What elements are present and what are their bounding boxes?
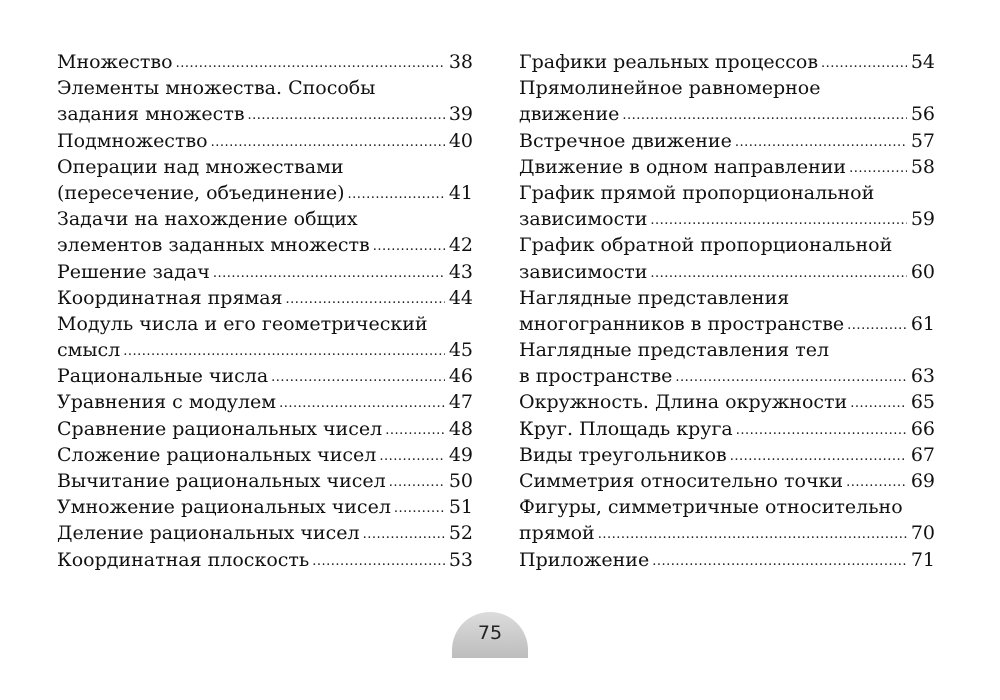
dot-leader: [846, 467, 907, 496]
toc-entry-page: 39: [448, 103, 473, 126]
toc-entry: [519, 285, 935, 337]
toc-entry: [519, 128, 935, 154]
toc-entry-page: 71: [910, 548, 935, 571]
toc-entry-line: [57, 337, 473, 363]
toc-entry-page: 54: [910, 51, 935, 73]
toc-entry-line: [57, 494, 473, 520]
dot-leader: [379, 441, 444, 470]
toc-entry-page: 61: [910, 312, 935, 335]
dot-leader: [675, 362, 906, 391]
dot-leader: [736, 415, 907, 444]
toc-entry-title: Виды треугольников: [519, 443, 727, 466]
toc-entry-line: [57, 180, 473, 206]
toc-entry-page: 67: [910, 443, 935, 466]
toc-entry: [519, 442, 935, 468]
dot-leader: [123, 336, 445, 365]
dot-leader: [211, 127, 445, 156]
dot-leader: [847, 310, 907, 339]
toc-entry-page: 63: [910, 365, 935, 388]
toc-entry-page: 43: [448, 260, 473, 283]
toc-entry-line: [519, 363, 935, 389]
toc-entry: [57, 363, 473, 389]
toc-entry-title: Круг. Площадь круга: [519, 417, 733, 440]
page-footer: [0, 612, 1000, 672]
toc-entry: [57, 154, 473, 206]
toc-entry-title: Деление рациональных чисел: [57, 522, 360, 545]
toc-entry-title: (пересечение, объединение): [57, 181, 345, 204]
toc-entry-page: 46: [448, 365, 473, 388]
toc-entry-line: [57, 520, 473, 546]
toc-entry: [519, 154, 935, 180]
dot-leader: [850, 388, 907, 417]
toc-entry-page: 58: [910, 155, 935, 178]
toc-entry: [519, 389, 935, 415]
toc-entry-page: 65: [910, 391, 935, 414]
toc-entry-line: [519, 259, 935, 285]
toc-entry-title: Элементы множества. Способы: [57, 77, 376, 100]
toc-entry: [57, 547, 473, 573]
toc-entry-title: движение: [519, 103, 620, 126]
toc-entry: [57, 389, 473, 415]
toc-entry-line: [519, 442, 935, 468]
dot-leader: [849, 153, 907, 182]
toc-entry-line: [519, 154, 935, 180]
toc-entry-title: Графики реальных процессов: [519, 51, 819, 73]
toc-entry-title: Множество: [57, 51, 173, 73]
toc-entry-title: График обратной пропорциональной: [519, 234, 893, 257]
toc-entry-line: [57, 49, 473, 75]
dot-leader: [622, 100, 906, 129]
toc-entry-title: Приложение: [519, 548, 650, 571]
toc-entry-line: [519, 285, 935, 311]
toc-entry-page: 48: [448, 417, 473, 440]
toc-entry-title: Наглядные представления тел: [519, 339, 830, 362]
toc-entry-title: Модуль числа и его геометрический: [57, 312, 428, 335]
toc-entry: [519, 180, 935, 232]
dot-leader: [389, 467, 445, 496]
toc-entry-page: 57: [910, 129, 935, 152]
toc-entry: [519, 468, 935, 494]
toc-entry-page: 53: [448, 548, 473, 571]
toc-entry-page: 66: [910, 417, 935, 440]
dot-leader: [271, 362, 445, 391]
dot-leader: [730, 441, 907, 470]
toc-entry-page: 47: [448, 391, 473, 414]
toc-entry-line: [519, 468, 935, 494]
toc-entry: [57, 311, 473, 363]
toc-entry-title: многогранников в пространстве: [519, 312, 845, 335]
toc-entry-page: 56: [910, 103, 935, 126]
toc-entry-page: 40: [448, 129, 473, 152]
toc-entry-line: [57, 285, 473, 311]
toc-entry-title: Прямолинейное равномерное: [519, 77, 821, 100]
dot-leader: [213, 258, 445, 287]
toc-entry: [57, 285, 473, 311]
toc-entry: [519, 547, 935, 573]
toc-entry: [57, 468, 473, 494]
toc-entry-line: [57, 416, 473, 442]
toc-entry-page: 70: [910, 522, 935, 545]
toc-entry-title: Окружность. Длина окружности: [519, 391, 848, 414]
toc-entry-page: 44: [448, 286, 473, 309]
toc-left-column: [57, 49, 473, 573]
toc-entry-line: [57, 206, 473, 232]
toc-entry: [57, 520, 473, 546]
toc-entry: [519, 494, 935, 546]
toc-entry: [519, 416, 935, 442]
toc-entry-line: [57, 468, 473, 494]
toc-entry-title: Движение в одном направлении: [519, 155, 847, 178]
toc-entry-line: [519, 206, 935, 232]
toc-entry-line: [57, 259, 473, 285]
dot-leader: [363, 519, 445, 548]
dot-leader: [821, 48, 907, 77]
toc-entry-line: [57, 547, 473, 573]
toc-entry-line: [57, 75, 473, 101]
toc-entry-line: [519, 49, 935, 75]
toc-entry-page: 51: [448, 496, 473, 519]
dot-leader: [652, 546, 907, 575]
toc-entry-title: смысл: [57, 339, 121, 362]
toc-entry-line: [519, 311, 935, 337]
toc-entry-title: Решение задач: [57, 260, 210, 283]
toc-entry: [57, 259, 473, 285]
toc-entry-page: 49: [448, 443, 473, 466]
toc-entry-title: Уравнения с модулем: [57, 391, 277, 414]
dot-leader: [176, 48, 445, 77]
toc-entry: [57, 442, 473, 468]
dot-leader: [385, 415, 445, 444]
toc-entry-line: [57, 311, 473, 337]
toc-entry-title: Координатная прямая: [57, 286, 283, 309]
dot-leader: [312, 546, 445, 575]
dot-leader: [373, 231, 445, 260]
toc-entry-title: Симметрия относительно точки: [519, 470, 844, 492]
toc-entry-page: 41: [448, 181, 473, 204]
dot-leader: [650, 205, 906, 234]
toc-entry-line: [519, 389, 935, 415]
toc-entry-page: 50: [448, 470, 473, 492]
dot-leader: [394, 493, 445, 522]
toc-entry-line: [57, 154, 473, 180]
toc-entry: [57, 206, 473, 258]
toc-entry-title: Подмножество: [57, 129, 208, 152]
toc-entry-page: 59: [910, 208, 935, 231]
toc-entry-title: Фигуры, симметричные относительно: [519, 496, 903, 519]
toc-entry-page: 38: [448, 51, 473, 73]
toc-entry-line: [519, 494, 935, 520]
toc-entry-line: [519, 547, 935, 573]
toc-entry-line: [519, 232, 935, 258]
toc-entry: [57, 128, 473, 154]
toc-entry-title: задания множеств: [57, 103, 245, 126]
toc-entry-title: Наглядные представления: [519, 286, 790, 309]
toc-entry-title: зависимости: [519, 208, 648, 231]
dot-leader: [650, 258, 906, 287]
toc-entry-line: [57, 389, 473, 415]
toc-entry: [57, 49, 473, 75]
toc-entry-title: Встречное движение: [519, 129, 732, 152]
toc-entry-line: [57, 363, 473, 389]
toc-entry-title: прямой: [519, 522, 595, 545]
toc-entry-title: Рациональные числа: [57, 365, 269, 388]
toc-entry-title: Сравнение рациональных чисел: [57, 417, 383, 440]
toc-entry: [519, 49, 935, 75]
toc-entry: [57, 75, 473, 127]
toc-entry-title: Координатная плоскость: [57, 548, 310, 571]
toc-entry-title: элементов заданных множеств: [57, 234, 370, 257]
toc-entry-page: 60: [910, 260, 935, 283]
toc-entry-line: [519, 101, 935, 127]
toc-entry: [519, 75, 935, 127]
toc-entry-line: [57, 101, 473, 127]
dot-leader: [348, 179, 445, 208]
toc-entry-line: [519, 128, 935, 154]
toc-entry-title: в пространстве: [519, 365, 673, 388]
page-number: 75: [477, 622, 503, 644]
toc-entry-line: [519, 520, 935, 546]
toc-right-column: [519, 49, 935, 573]
toc-entry-line: [519, 75, 935, 101]
toc-entry-page: 69: [910, 470, 935, 492]
dot-leader: [735, 127, 907, 156]
toc-entry-title: График прямой пропорциональной: [519, 181, 875, 204]
toc-entry: [519, 232, 935, 284]
toc-entry-line: [57, 128, 473, 154]
toc-entry-line: [57, 232, 473, 258]
toc-entry-title: Операции над множествами: [57, 155, 344, 178]
toc-entry-line: [519, 337, 935, 363]
toc-entry-title: Умножение рациональных чисел: [57, 496, 391, 519]
toc-entry-line: [519, 416, 935, 442]
toc-entry-title: Вычитание рациональных чисел: [57, 470, 386, 492]
toc-entry-page: 52: [448, 522, 473, 545]
dot-leader: [598, 519, 907, 548]
toc-entry-title: Сложение рациональных чисел: [57, 443, 377, 466]
dot-leader: [286, 284, 445, 313]
toc-entry: [519, 337, 935, 389]
dot-leader: [279, 388, 445, 417]
toc-entry-page: 42: [448, 234, 473, 257]
toc-entry-line: [57, 442, 473, 468]
toc-entry-page: 45: [448, 339, 473, 362]
toc-entry-title: Задачи на нахождение общих: [57, 208, 358, 231]
toc-entry: [57, 416, 473, 442]
toc-entry: [57, 494, 473, 520]
toc-entry-line: [519, 180, 935, 206]
toc-entry-title: зависимости: [519, 260, 648, 283]
dot-leader: [248, 100, 445, 129]
